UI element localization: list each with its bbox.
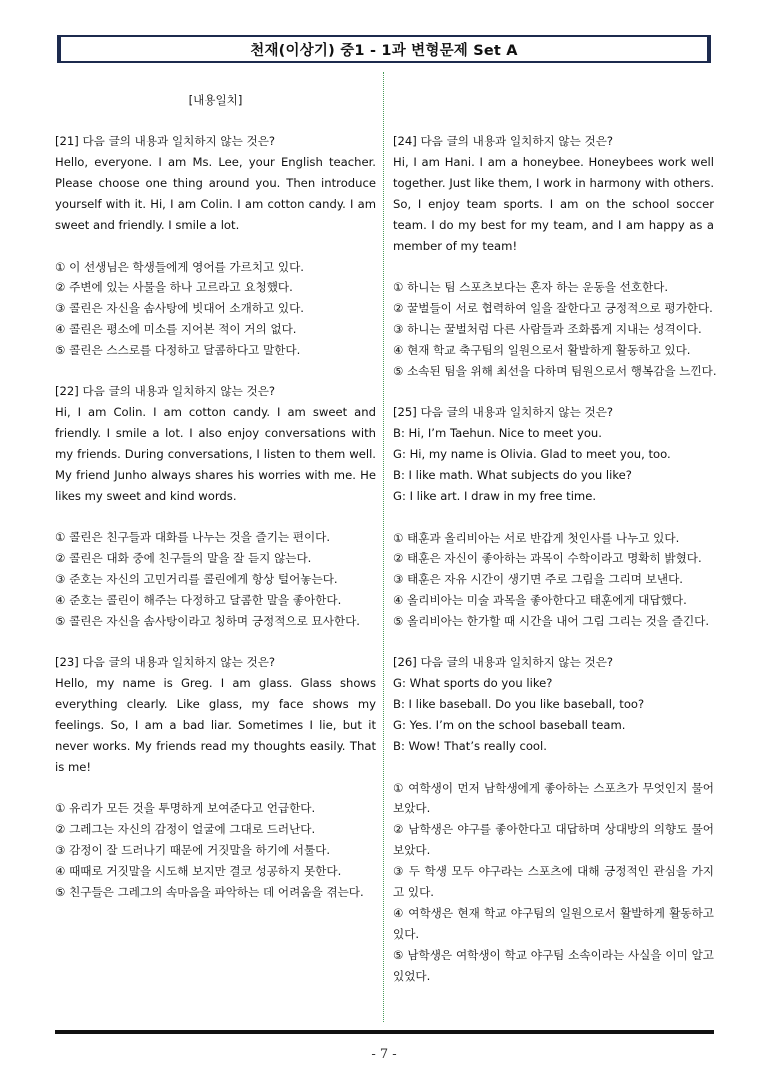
question-25 [393, 402, 714, 632]
answer-option: ⑤ 친구들은 그레그의 속마음을 파악하는 데 어려움을 겪는다. [55, 885, 364, 900]
answer-option: ④ 여학생은 현재 학교 야구팀의 일원으로서 활발하게 활동하고 있다. [393, 905, 714, 941]
question-passage: Hello, my name is Greg. I am glass. Glass shows everything clearly. Like glass, my face shows my feelings. So, I am a bad liar. Sometimes I lie, but it never works. My friends read my thoughts easily. That is me! [55, 675, 376, 774]
answer-option: ④ 콜린은 평소에 미소를 지어본 적이 거의 없다. [55, 322, 297, 337]
dialogue-line: G: What sports do you like? [393, 675, 553, 690]
answer-option: ② 꿀벌들이 서로 협력하여 일을 잘한다고 긍정적으로 평가한다. [393, 301, 713, 316]
answer-option: ① 콜린은 친구들과 대화를 나누는 것을 즐기는 편이다. [55, 530, 331, 545]
column-divider [383, 72, 384, 1022]
dialogue-line: G: I like art. I draw in my free time. [393, 488, 597, 503]
answer-option: ② 주변에 있는 사물을 하나 고르라고 요청했다. [55, 280, 293, 295]
dialogue-line: B: I like math. What subjects do you like? [393, 467, 632, 482]
answer-option: ② 태훈은 자신이 좋아하는 과목이 수학이라고 명확히 밝혔다. [393, 551, 702, 566]
dialogue-line: B: Wow! That’s really cool. [393, 738, 547, 753]
answer-option: ③ 준호는 자신의 고민거리를 콜린에게 항상 털어놓는다. [55, 572, 338, 587]
answer-option: ② 그레그는 자신의 감정이 얼굴에 그대로 드러난다. [55, 822, 316, 837]
answer-option: ⑤ 남학생은 여학생이 학교 야구팀 소속이라는 사실을 이미 알고 있었다. [393, 947, 714, 983]
page-title-box [57, 35, 711, 63]
answer-option: ③ 두 학생 모두 야구라는 스포츠에 대해 긍정적인 관심을 가지고 있다. [393, 864, 714, 900]
answer-option: ④ 준호는 콜린이 해주는 다정하고 달콤한 말을 좋아한다. [55, 593, 342, 608]
answer-option: ① 하니는 팀 스포츠보다는 혼자 하는 운동을 선호한다. [393, 280, 669, 295]
page-number: - 7 - [371, 1047, 397, 1062]
question-prompt: [26] 다음 글의 내용과 일치하지 않는 것은? [393, 655, 614, 669]
answer-option: ⑤ 콜린은 스스로를 다정하고 달콤하다고 말한다. [55, 343, 301, 358]
answer-option: ③ 콜린은 자신을 솜사탕에 빗대어 소개하고 있다. [55, 301, 304, 316]
answer-option: ③ 감정이 잘 드러나기 때문에 거짓말을 하기에 서툴다. [55, 843, 331, 858]
dialogue-line: G: Yes. I’m on the school baseball team. [393, 717, 626, 732]
question-prompt: [24] 다음 글의 내용과 일치하지 않는 것은? [393, 134, 614, 148]
answer-option: ① 이 선생님은 학생들에게 영어를 가르치고 있다. [55, 259, 304, 274]
answer-option: ④ 때때로 거짓말을 시도해 보지만 결코 성공하지 못한다. [55, 864, 342, 879]
question-23 [55, 652, 376, 903]
dialogue-line: B: I like baseball. Do you like baseball, too? [393, 696, 645, 711]
question-prompt: [25] 다음 글의 내용과 일치하지 않는 것은? [393, 405, 614, 419]
question-prompt: [21] 다음 글의 내용과 일치하지 않는 것은? [55, 134, 276, 148]
question-prompt: [22] 다음 글의 내용과 일치하지 않는 것은? [55, 384, 276, 398]
question-24 [393, 131, 717, 382]
answer-option: ① 유리가 모든 것을 투명하게 보여준다고 언급한다. [55, 801, 316, 816]
answer-option: ④ 올리비아는 미술 과목을 좋아한다고 태훈에게 대답했다. [393, 593, 687, 608]
answer-option: ③ 하니는 꿀벌처럼 다른 사람들과 조화롭게 지내는 성격이다. [393, 322, 702, 337]
answer-option: ① 태훈과 올리비아는 서로 반갑게 첫인사를 나누고 있다. [393, 530, 680, 545]
answer-option: ② 콜린은 대화 중에 친구들의 말을 잘 듣지 않는다. [55, 551, 312, 566]
question-26 [393, 652, 714, 987]
answer-option: ① 여학생이 먼저 남학생에게 좋아하는 스포츠가 무엇인지 물어보았다. [393, 780, 714, 816]
question-passage: Hi, I am Colin. I am cotton candy. I am sweet and friendly. I smile a lot. I also enjoy conversations with my friends. During conversations, I listen to them well. My friend Junho always shares his worries with me. He likes my sweet and kind words. [55, 404, 376, 503]
question-passage: Hi, I am Hani. I am a honeybee. Honeybees work well together. Just like them, I work in harmony with others. So, I enjoy team sports. I am on the school soccer team. I do my best for my team, and I am happy as a member of my team! [393, 154, 714, 253]
question-passage: Hello, everyone. I am Ms. Lee, your English teacher. Please choose one thing around you. Then introduce yourself with it. Hi, I am Colin. I am cotton candy. I am sweet and friendly. I smile a lot. [55, 154, 376, 232]
footer-rule [55, 1030, 714, 1034]
answer-option: ⑤ 올리비아는 한가할 때 시간을 내어 그림 그리는 것을 즐긴다. [393, 614, 710, 629]
question-22 [55, 381, 376, 632]
answer-option: ④ 현재 학교 축구팀의 일원으로서 활발하게 활동하고 있다. [393, 343, 691, 358]
question-prompt: [23] 다음 글의 내용과 일치하지 않는 것은? [55, 655, 276, 669]
answer-option: ③ 태훈은 자유 시간이 생기면 주로 그림을 그리며 보낸다. [393, 572, 683, 587]
question-21 [55, 131, 376, 361]
dialogue-line: B: Hi, I’m Taehun. Nice to meet you. [393, 425, 602, 440]
answer-option: ⑤ 소속된 팀을 위해 최선을 다하며 팀원으로서 행복감을 느낀다. [393, 364, 717, 379]
dialogue-line: G: Hi, my name is Olivia. Glad to meet you, too. [393, 446, 671, 461]
section-label: [내용일치] [188, 93, 243, 107]
page-title: 천재(이상기) 중1 - 1과 변형문제 Set A [250, 42, 518, 59]
answer-option: ⑤ 콜린은 자신을 솜사탕이라고 칭하며 긍정적으로 묘사한다. [55, 614, 360, 629]
answer-option: ② 남학생은 야구를 좋아한다고 대답하며 상대방의 의향도 물어보았다. [393, 822, 714, 858]
